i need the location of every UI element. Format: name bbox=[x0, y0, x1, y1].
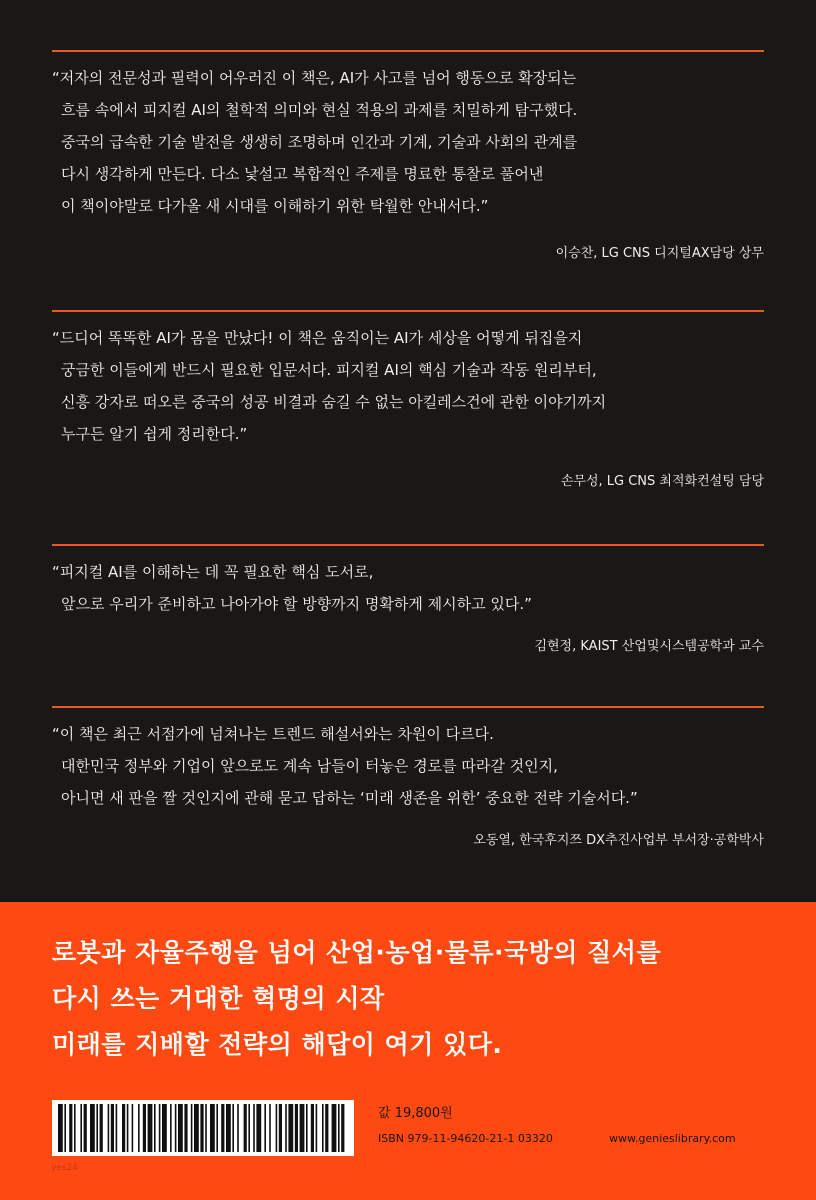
slogan-line-3: 미래를 지배할 전략의 해답이 여기 있다. bbox=[52, 1030, 503, 1059]
barcode-bar bbox=[148, 1104, 153, 1152]
barcode-bar bbox=[138, 1104, 140, 1152]
barcode-bar bbox=[232, 1104, 234, 1152]
barcode-bar bbox=[325, 1104, 328, 1152]
endorsement-4-line-2: 대한민국 정부와 기업이 앞으로도 계속 남들이 터놓은 경로를 따라갈 것인지, bbox=[61, 757, 558, 775]
isbn: ISBN 979-11-94620-21-1 03320 bbox=[378, 1132, 553, 1145]
endorsement-2-line-4: 누구든 알기 쉽게 정리한다.” bbox=[61, 425, 248, 443]
barcode-bar bbox=[237, 1104, 239, 1152]
endorsement-1-line-1: “저자의 전문성과 필력이 어우러진 이 책은, AI가 사고를 넘어 행동으로 확장되는 bbox=[52, 69, 577, 87]
barcode-bar bbox=[316, 1104, 318, 1152]
endorsement-2-line-2: 궁금한 이들에게 반드시 필요한 입문서다. 피지컬 AI의 핵심 기술과 작동 원리부터, bbox=[61, 361, 597, 379]
website: www.genieslibrary.com bbox=[609, 1132, 736, 1145]
endorsement-1-line-4: 다시 생각하게 만든다. 다소 낯설고 복합적인 주제를 명료한 통찰로 풀어낸 bbox=[61, 165, 544, 183]
barcode-bar bbox=[295, 1104, 298, 1152]
barcode-bar bbox=[279, 1104, 282, 1152]
barcode-bar bbox=[210, 1104, 215, 1152]
barcode-bar bbox=[306, 1104, 308, 1152]
retailer-watermark: yes24 bbox=[51, 1163, 79, 1173]
barcode-bar bbox=[264, 1104, 266, 1152]
barcode-bar bbox=[159, 1104, 161, 1152]
endorsement-3-attribution: 김현정, KAIST 산업및시스템공학과 교수 bbox=[534, 639, 764, 654]
barcode-bar bbox=[143, 1104, 146, 1152]
divider-1 bbox=[52, 50, 764, 52]
barcode-bar bbox=[276, 1104, 278, 1152]
price: 값 19,800원 bbox=[378, 1106, 453, 1121]
barcode-bar bbox=[127, 1104, 129, 1152]
barcode-bar bbox=[341, 1104, 344, 1152]
barcode-bar bbox=[191, 1104, 193, 1152]
barcode-bar bbox=[111, 1104, 114, 1152]
endorsement-2-line-3: 신흥 강자로 떠오른 중국의 성공 비결과 숨길 수 없는 아킬레스건에 관한 이야기까지 bbox=[61, 393, 607, 411]
barcode-bar bbox=[162, 1104, 167, 1152]
barcode-bar bbox=[154, 1104, 156, 1152]
barcode-bar bbox=[96, 1104, 98, 1152]
barcode-bar bbox=[244, 1104, 247, 1152]
endorsement-1-line-2: 흐름 속에서 피지컬 AI의 철학적 의미와 현실 적용의 과제를 치밀하게 탐구했다. bbox=[61, 101, 578, 119]
endorsement-1-attribution: 이승찬, LG CNS 디지털AX담당 상무 bbox=[555, 246, 764, 261]
barcode-bar bbox=[80, 1104, 82, 1152]
barcode-bar bbox=[226, 1104, 231, 1152]
barcode-bar bbox=[90, 1104, 95, 1152]
endorsement-4-line-1: “이 책은 최근 서점가에 넘쳐나는 트렌드 해설서와는 차원이 다르다. bbox=[52, 725, 494, 743]
barcode-bar bbox=[256, 1104, 261, 1152]
barcode-bar bbox=[74, 1104, 76, 1152]
barcode-bar bbox=[248, 1104, 250, 1152]
barcode-bar bbox=[100, 1104, 103, 1152]
barcode-bar bbox=[221, 1104, 224, 1152]
barcode-bar bbox=[269, 1104, 271, 1152]
barcode-bar bbox=[205, 1104, 207, 1152]
endorsement-4-attribution: 오동열, 한국후지쯔 DX추진사업부 부서장·공학박사 bbox=[473, 833, 764, 848]
endorsement-2-quote bbox=[52, 322, 764, 450]
slogan bbox=[52, 930, 661, 1068]
barcode-bar bbox=[253, 1104, 255, 1152]
endorsement-3-quote bbox=[52, 556, 764, 620]
endorsement-4-quote bbox=[52, 718, 764, 814]
barcode-bar bbox=[178, 1104, 183, 1152]
barcode-bar bbox=[170, 1104, 172, 1152]
barcode-bar bbox=[116, 1104, 118, 1152]
barcode-bar bbox=[64, 1104, 66, 1152]
barcode-bar bbox=[108, 1104, 110, 1152]
barcode-bar bbox=[285, 1104, 287, 1152]
barcode-bar bbox=[332, 1104, 337, 1152]
barcode-bar bbox=[200, 1104, 203, 1152]
endorsement-2-line-1: “드디어 똑똑한 AI가 몸을 만났다! 이 책은 움직이는 AI가 세상을 어떻게 뒤집을지 bbox=[52, 329, 583, 347]
barcode-bar bbox=[175, 1104, 177, 1152]
endorsement-1-quote bbox=[52, 62, 764, 222]
endorsement-4-line-3: 아니면 새 판을 짤 것인지에 관해 묻고 답하는 ‘미래 생존을 위한’ 중요한 전략 기술서다.” bbox=[61, 789, 638, 807]
endorsement-3-line-2: 앞으로 우리가 준비하고 나아가야 할 방향까지 명확하게 제시하고 있다.” bbox=[61, 595, 532, 613]
barcode-bar bbox=[69, 1104, 72, 1152]
barcode-bar bbox=[84, 1104, 87, 1152]
barcode-bar bbox=[288, 1104, 293, 1152]
slogan-line-1: 로봇과 자율주행을 넘어 산업·농업·물류·국방의 질서를 bbox=[52, 938, 662, 967]
barcode-bar bbox=[132, 1104, 134, 1152]
divider-4 bbox=[52, 706, 764, 708]
barcode-bar bbox=[58, 1104, 63, 1152]
endorsement-2-attribution: 손무성, LG CNS 최적화컨설팅 담당 bbox=[560, 474, 764, 489]
barcode-bar bbox=[338, 1104, 340, 1152]
endorsement-1-line-3: 중국의 급속한 기술 발전을 생생히 조명하며 인간과 기계, 기술과 사회의 관계를 bbox=[61, 133, 578, 151]
barcode-bar bbox=[216, 1104, 218, 1152]
barcode-bar bbox=[311, 1104, 314, 1152]
barcode bbox=[52, 1100, 354, 1156]
endorsement-1-line-5: 이 책이야말로 다가올 새 시대를 이해하기 위한 탁월한 안내서다.” bbox=[61, 197, 489, 215]
endorsement-3-line-1: “피지컬 AI를 이해하는 데 꼭 필요한 핵심 도서로, bbox=[52, 563, 374, 581]
barcode-graphic bbox=[52, 1100, 354, 1156]
slogan-line-2: 다시 쓰는 거대한 혁명의 시작 bbox=[52, 984, 385, 1013]
barcode-bar bbox=[322, 1104, 324, 1152]
divider-3 bbox=[52, 544, 764, 546]
barcode-bar bbox=[300, 1104, 305, 1152]
barcode-bar bbox=[194, 1104, 199, 1152]
barcode-bar bbox=[122, 1104, 125, 1152]
divider-2 bbox=[52, 310, 764, 312]
barcode-bar bbox=[184, 1104, 187, 1152]
slogan-panel bbox=[0, 902, 816, 1200]
